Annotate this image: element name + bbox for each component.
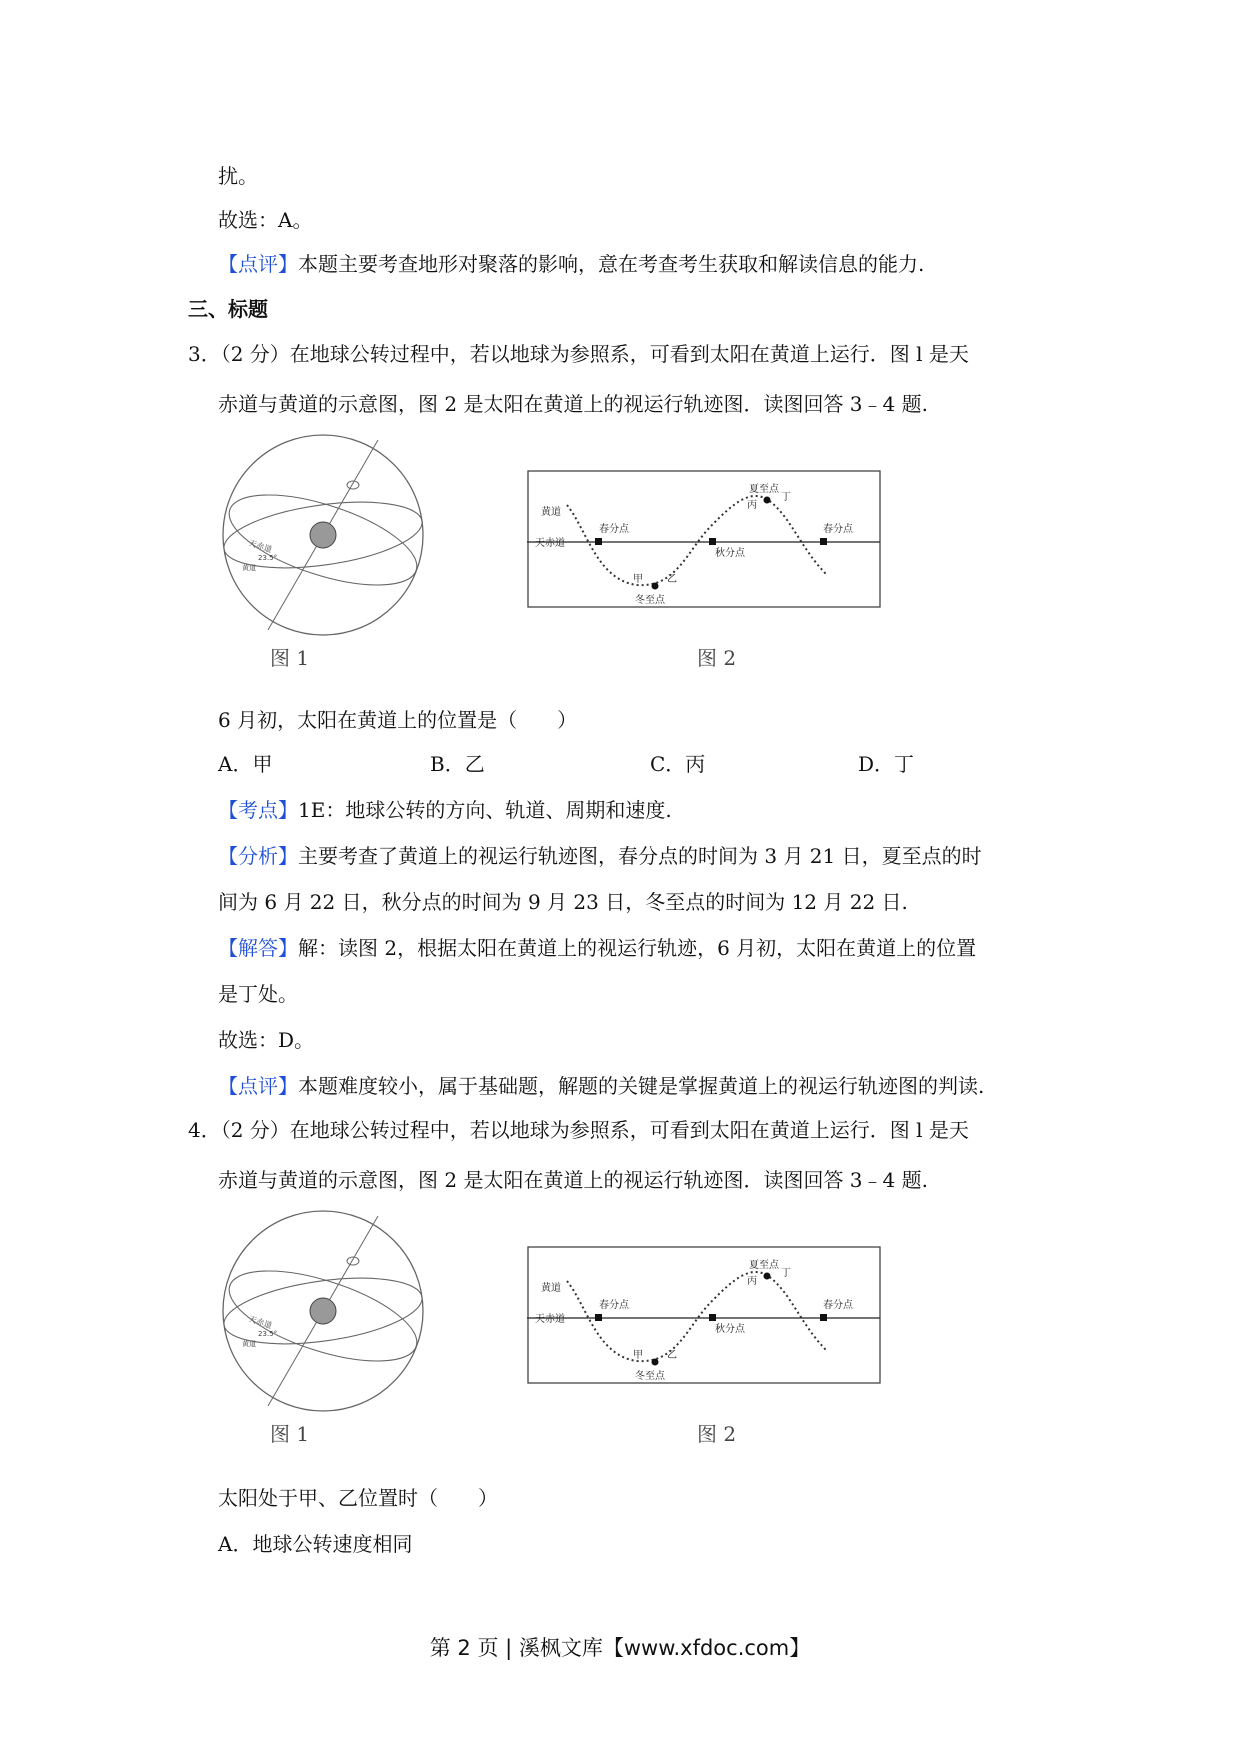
dianping-line [218,1072,984,1100]
q4-caption-2: 图 2 [697,1422,737,1446]
q4-text-2: 赤道与黄道的示意图，图 2 是太阳在黄道上的视运行轨迹图．读图回答 3﹣4 题. [218,1168,928,1192]
fig2-bing-label: 丙 [747,500,757,511]
fenxi-line-2: 间为 6 月 22 日，秋分点的时间为 9 月 23 日，冬至点的时间为 12 月 22 日. [218,890,908,914]
q3-text-1: 3．（2 分）在地球公转过程中，若以地球为参照系，可看到太阳在黄道上运行．图 l 是天 [188,342,969,366]
ecliptic-path-diagram-2 [527,1246,882,1386]
fenxi-line-1 [218,842,982,870]
ecliptic-path-diagram [527,470,882,610]
fig2b-yi-label: 乙 [667,1350,677,1361]
fig2-yi-label: 乙 [667,574,677,585]
fig2-ding-label: 丁 [781,492,791,503]
fig2b-huangdao-label: 黄道 [541,1283,561,1294]
fig2b-tianchidao-label: 天赤道 [535,1314,565,1325]
answer-a: 故选：A。 [218,208,313,232]
fig1-ecliptic-label: 黄道 [242,564,256,572]
comment-tag: 【点评】 [218,252,298,276]
q3-text-2: 赤道与黄道的示意图，图 2 是太阳在黄道上的视运行轨迹图．读图回答 3﹣4 题. [218,392,928,416]
q4-caption-1: 图 1 [270,1422,310,1446]
q3-option-d: D．丁 [858,752,915,776]
q4-text-1: 4．（2 分）在地球公转过程中，若以地球为参照系，可看到太阳在黄道上运行．图 l 是天 [188,1118,969,1142]
fig2-dongzhi-label: 冬至点 [635,595,665,606]
fig2b-chunfen-label-2: 春分点 [823,1300,853,1311]
jieda-tag: 【解答】 [218,936,298,960]
fig1-equator-label: 天赤道 [247,538,273,555]
fig2b-jia-label: 甲 [633,1350,643,1361]
comment-line [218,250,924,278]
q4-option-a: A．地球公转速度相同 [218,1532,413,1556]
comment-text: 本题主要考查地形对聚落的影响，意在考查考生获取和解读信息的能力. [298,252,925,276]
fig2-jia-label: 甲 [633,574,643,585]
q3-option-a: A．甲 [218,752,273,776]
dianping-text: 本题难度较小，属于基础题，解题的关键是掌握黄道上的视运行轨迹图的判读. [298,1074,985,1098]
fig2b-chunfen-label-1: 春分点 [599,1300,629,1311]
q3-stem: 6 月初，太阳在黄道上的位置是（ ） [218,708,578,732]
q3-figure-1 [218,430,438,644]
fig2b-ding-label: 丁 [781,1268,791,1279]
fig2b-xiazhi-label: 夏至点 [749,1260,779,1271]
celestial-sphere-diagram [218,430,438,640]
q3-option-b: B．乙 [430,752,485,776]
q4-figure-2 [527,1246,882,1390]
fig2-chunfen-label-2: 春分点 [823,524,853,535]
jieda-line-2: 是丁处。 [218,982,298,1006]
dianping-tag: 【点评】 [218,1074,298,1098]
fig2b-bing-label: 丙 [747,1276,757,1287]
kaodian-tag: 【考点】 [218,798,298,822]
fig2-xiazhi-label: 夏至点 [749,484,779,495]
q3-option-c: C．丙 [650,752,706,776]
fig2b-qiufen-label: 秋分点 [715,1324,745,1335]
q3-caption-1: 图 1 [270,646,310,670]
fig1b-equator-label: 天赤道 [247,1314,273,1331]
jieda-line-1 [218,934,976,962]
section-heading: 三、标题 [188,297,268,321]
jieda-text-1: 解：读图 2，根据太阳在黄道上的视运行轨迹，6 月初，太阳在黄道上的位置 [298,936,977,960]
fig1-angle-label: 23.5° [258,554,278,562]
page-footer: 第 2 页 | 溪枫文库【www.xfdoc.com】 [429,1636,811,1660]
fig2-chunfen-label-1: 春分点 [599,524,629,535]
fenxi-tag: 【分析】 [218,844,298,868]
q4-stem: 太阳处于甲、乙位置时（ ） [218,1486,498,1510]
answer-d: 故选：D。 [218,1028,315,1052]
fig2b-dongzhi-label: 冬至点 [635,1371,665,1382]
fig2-qiufen-label: 秋分点 [715,548,745,559]
line-rao: 扰。 [218,164,258,188]
fig1b-ecliptic-label: 黄道 [242,1340,256,1348]
fig1b-angle-label: 23.5° [258,1330,278,1338]
fenxi-text-1: 主要考查了黄道上的视运行轨迹图，春分点的时间为 3 月 21 日，夏至点的时 [298,844,982,868]
fig2-tianchidao-label: 天赤道 [535,538,565,549]
q3-caption-2: 图 2 [697,646,737,670]
kaodian-line [218,796,672,824]
celestial-sphere-diagram-2 [218,1206,438,1416]
kaodian-text: 1E：地球公转的方向、轨道、周期和速度. [298,798,672,822]
fig2-huangdao-label: 黄道 [541,507,561,518]
q4-figure-1 [218,1206,438,1420]
q3-figure-2 [527,470,882,614]
